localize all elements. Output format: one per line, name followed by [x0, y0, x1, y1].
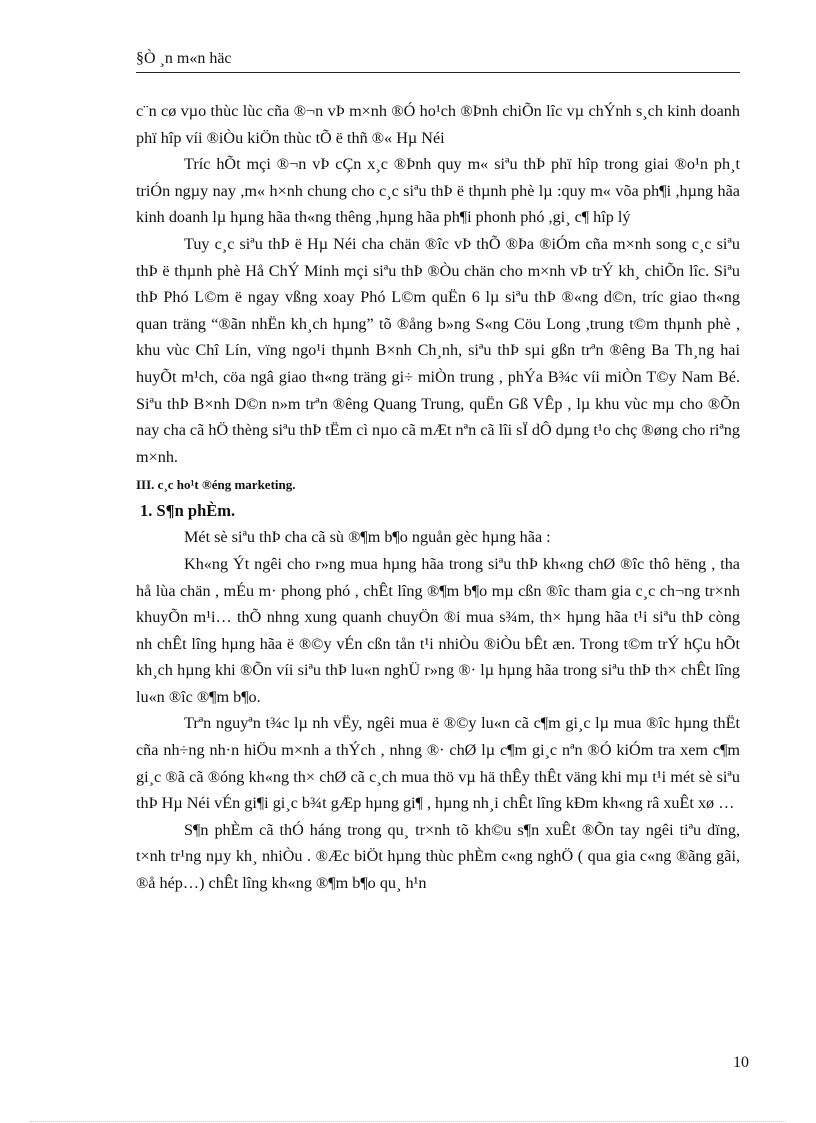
body-paragraph: c¨n cø vµo thùc lùc cña ®¬n vÞ m×nh ®Ó ho¹ch ®Þnh chiÕn lîc vµ chÝnh s¸ch kinh doanh phï hîp víi ®iÒu kiÖn thùc tÕ ë thñ ®« Hµ Néi [136, 102, 740, 147]
body-paragraph: Kh«ng Ýt ngêi cho r»ng mua hµng hãa trong siªu thÞ kh«ng chØ ®îc thô hëng , tha hå lùa chän , mÉu m· phong phó , chÊt lîng ®¶m b¶o mµ cßn ®îc tham gia c¸c ch¬ng tr×nh khuyÕn m¹i… thÕ nhng xung quanh chuyÖn ®i mua s¾m, th× hµng hãa t¹i siªu thÞ còng nh chÊt lîng hµng hãa ë ®©y vÉn cßn tån t¹i nhiÒu ®iÒu bÊt æn. Trong t©m trÝ hÇu hÕt kh¸ch hµng khi ®Õn víi siªu thÞ lu«n nghÜ r»ng ®· lµ hµng hãa trong siªu thÞ th× chÊt lîng lu«n ®îc ®¶m b¶o. [136, 554, 740, 706]
page-bottom-divider [30, 1121, 786, 1122]
body-paragraph: Tríc hÕt mçi ®¬n vÞ cÇn x¸c ®Þnh quy m« siªu thÞ phï hîp trong giai ®o¹n ph¸t triÓn ngµy nay ,m« h×nh chung cho c¸c siªu thÞ ë thµnh phè lµ :quy m« võa ph¶i ,hµng hãa kinh doanh lµ hµng hãa th«ng thêng ,hµng hãa ph¶i phonh phó ,gi¸ c¶ hîp lý [136, 155, 740, 227]
body-paragraph: Mét sè siªu thÞ cha cã sù ®¶m b¶o nguån gèc hµng hãa : [184, 528, 551, 547]
body-paragraph: Tuy c¸c siªu thÞ ë Hµ Néi cha chän ®îc vÞ thÕ ®Þa ®iÓm cña m×nh song c¸c siªu thÞ ë thµnh phè Hå ChÝ Minh mçi siªu thÞ ®Òu chän cho m×nh vÞ trÝ kh¸ chiÕn lîc. Siªu thÞ Phó L©m ë ngay vßng xoay Phó L©m quËn 6 lµ siªu thÞ ®«ng d©n, tríc giao th«ng quan träng “®ãn nhËn kh¸ch hµng” tõ ®ång b»ng S«ng Cöu Long ,trung t©m thµnh phè , khu vùc Chî Lín, vïng ngo¹i thµnh B×nh Ch¸nh, siªu thÞ sµi gßn trªn ®êng Ba Th¸ng hai huyÕt m¹ch, cöa ngâ giao th«ng träng gi÷ miÒn trung , phÝa B¾c víi miÒn T©y Nam Bé. Siªu thÞ B×nh D©n n»m trªn ®êng Quang Trung, quËn Gß VÊp , lµ khu vùc mµ cho ®Õn nay cha cã hÖ thèng siªu thÞ tËm cì nµo cã mÆt nªn cã lîi sÏ dÔ dµng t¹o chç ®øng cho riªng m×nh. [136, 234, 740, 466]
page-number: 10 [733, 1054, 749, 1071]
body-paragraph: S¶n phÈm cã thÓ háng trong qu¸ tr×nh tõ kh©u s¶n xuÊt ®Õn tay ngêi tiªu dïng, t×nh tr¹ng nµy kh¸ nhiÒu . ®Æc biÖt hµng thùc phÈm c«ng nghÖ ( qua gia c«ng ®ãng gãi, ®å hép…) chÊt lîng kh«ng ®¶m b¶o qu¸ h¹n [136, 820, 740, 893]
document-body [136, 98, 740, 897]
section-heading: III. c¸c ho¹t ®éng marketing. [136, 477, 296, 493]
body-paragraph: Trªn nguyªn t¾c lµ nh vËy, ngêi mua ë ®©y lu«n cã c¶m gi¸c lµ mua ®îc hµng thËt cña nh÷ng nh·n hiÖu m×nh a thÝch , nhng ®· chØ lµ c¶m gi¸c nªn ®Ó kiÓm tra xem c¶m gi¸c ®ã cã ®óng kh«ng th× chØ cã c¸ch mua thö vµ hä thÊy thÊt väng khi mµ t¹i mét sè siªu thÞ Hµ Néi vÉn gi¶i gi¸c b¾t gÆp hµng gi¶ , hµng nh¸i chÊt lîng kÐm kh«ng râ xuÊt xø … [136, 714, 740, 813]
subsection-heading: 1. S¶n phÈm. [140, 501, 236, 521]
document-title: §Ò ¸n m«n häc [136, 50, 232, 67]
page-header [136, 50, 740, 73]
